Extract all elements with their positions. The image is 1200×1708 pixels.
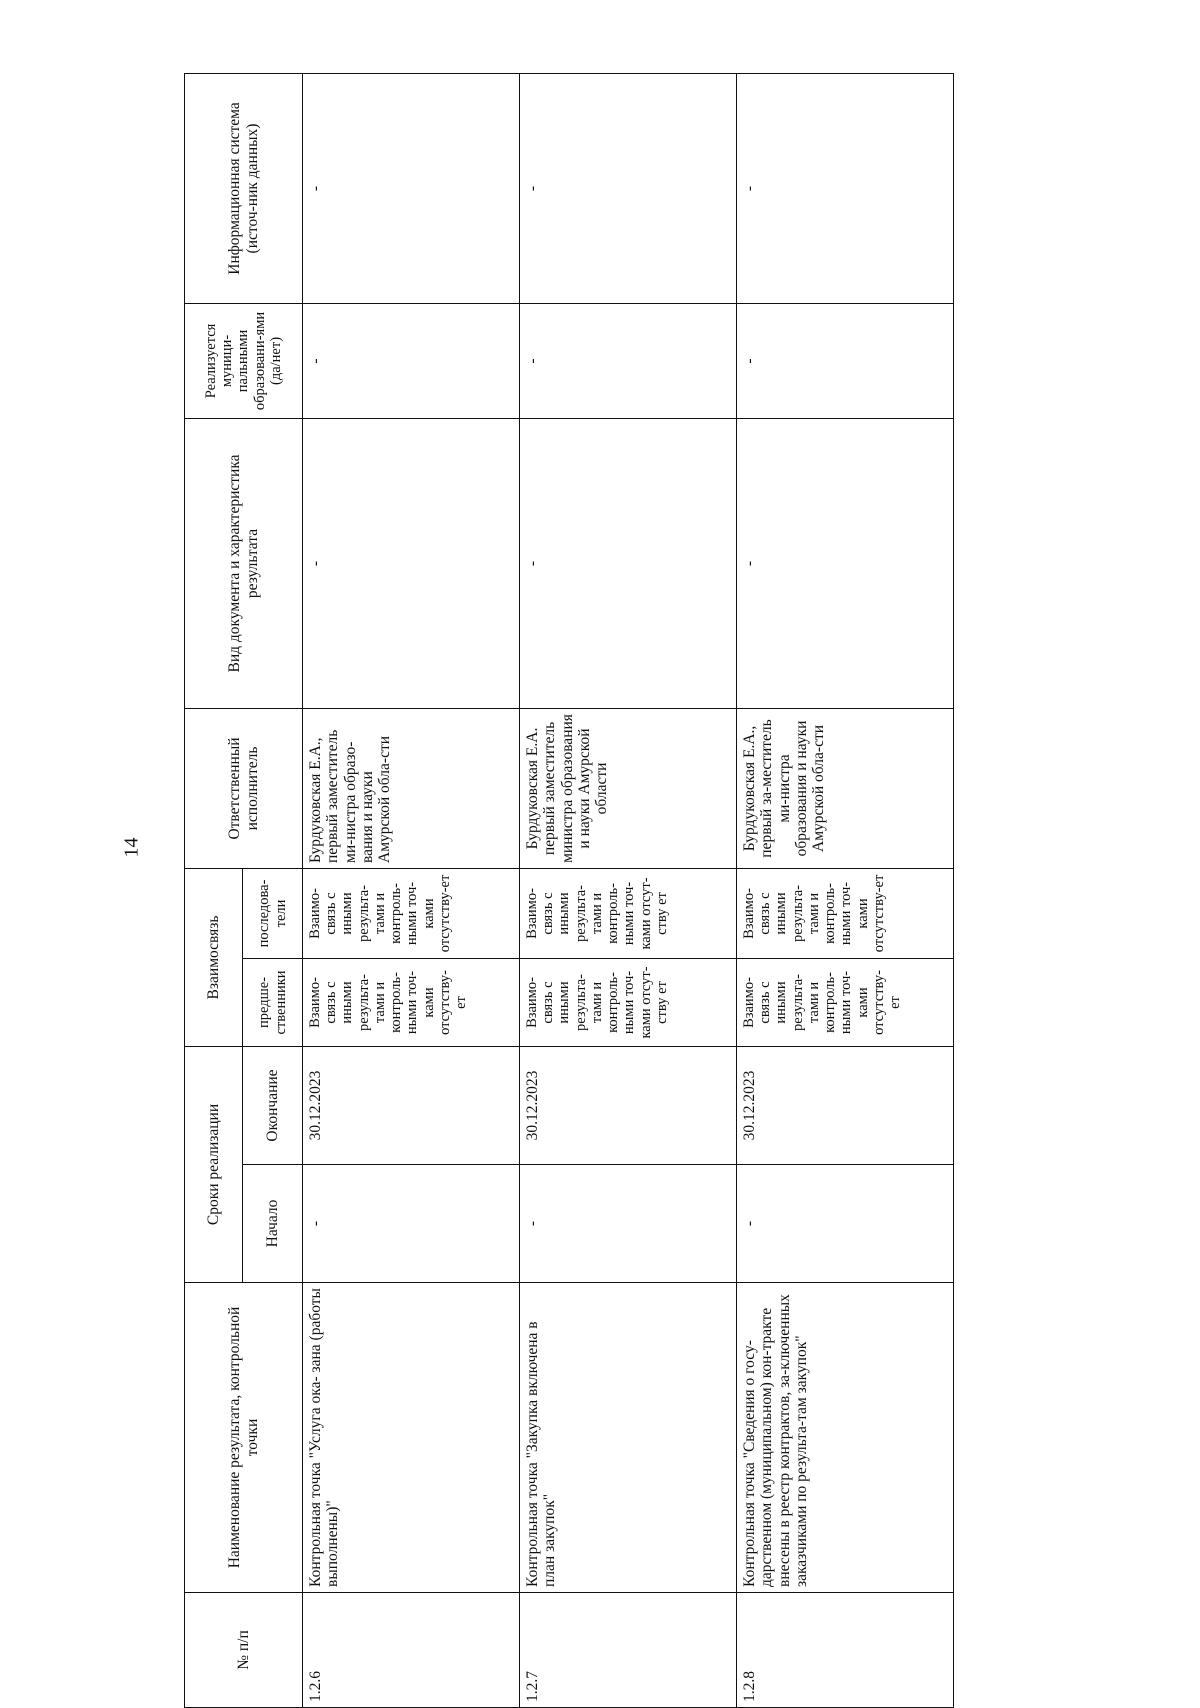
header-end: Окончание [243,1046,303,1164]
header-predecessors: предше-ственники [243,958,303,1046]
row-successors: Взаимо-связь с иными результа-тами и контроль-ными точ-ками отсутству-ет [303,868,520,958]
row-doc-type: - [520,418,737,708]
row-end: 30.12.2023 [303,1046,520,1164]
row-responsible: Бурдуковская Е.А. первый заместитель министра образования и науки Амурской области [520,708,737,868]
row-predecessors: Взаимо-связь с иными результа-тами и контроль-ными точ-ками отсутству-ет [737,958,954,1046]
header-doc-type: Вид документа и характеристика результата [185,418,303,708]
header-relation: Взаимосвязь [185,868,243,1046]
row-responsible: Бурдуковская Е.А., первый за-меститель ми-нистра образования и науки Амурской обла-сти [737,708,954,868]
row-doc-type: - [303,418,520,708]
header-name: Наименование результата, контрольной точки [185,1283,303,1593]
row-info-system: - [737,73,954,303]
row-end: 30.12.2023 [520,1046,737,1164]
header-successors: последова-тели [243,868,303,958]
table-row [520,73,737,1707]
row-name: Контрольная точка "Услуга ока- зана (работы выполнены)" [303,1283,520,1593]
row-municipal: - [520,303,737,418]
header-num: № п/п [185,1593,303,1708]
row-predecessors: Взаимо-связь с иными результа-тами и контроль-ными точ-ками отсут-ству ет [520,958,737,1046]
row-municipal: - [737,303,954,418]
row-municipal: - [303,303,520,418]
results-table [184,73,954,1708]
header-responsible: Ответственный исполнитель [185,708,303,868]
header-start: Начало [243,1165,303,1283]
row-num: 1.2.7 [520,1593,737,1708]
row-info-system: - [520,73,737,303]
header-row-1 [185,73,243,1707]
header-municipal: Реализуется муници-пальными образовани-ями (да/нет) [185,303,303,418]
row-end: 30.12.2023 [737,1046,954,1164]
row-responsible: Бурдуковская Е.А., первый заместитель ми-нистра образо-вания и науки Амурской обла-сти [303,708,520,868]
row-start: - [303,1165,520,1283]
row-start: - [520,1165,737,1283]
row-successors: Взаимо-связь с иными результа-тами и контроль-ными точ-ками отсут-ству ет [520,868,737,958]
row-num: 1.2.6 [303,1593,520,1708]
header-info-system: Информационная система (источ-ник данных) [185,73,303,303]
header-terms: Сроки реализации [185,1046,243,1282]
rotated-table-wrapper [184,74,953,1708]
row-info-system: - [303,73,520,303]
row-successors: Взаимо-связь с иными результа-тами и контроль-ными точ-ками отсутству-ет [737,868,954,958]
row-predecessors: Взаимо-связь с иными результа-тами и контроль-ными точ-ками отсутству-ет [303,958,520,1046]
table-row [303,73,520,1707]
row-doc-type: - [737,418,954,708]
row-name: Контрольная точка "Сведения о госу-дарственном (муниципальном) кон-тракте внесены в реестр контрактов, за-ключенных заказчиками по результа-там закупок" [737,1283,954,1593]
row-num: 1.2.8 [737,1593,954,1708]
row-name: Контрольная точка "Закупка включена в план закупок" [520,1283,737,1593]
row-start: - [737,1165,954,1283]
page-number: 14 [120,837,143,858]
table-row [737,73,954,1707]
